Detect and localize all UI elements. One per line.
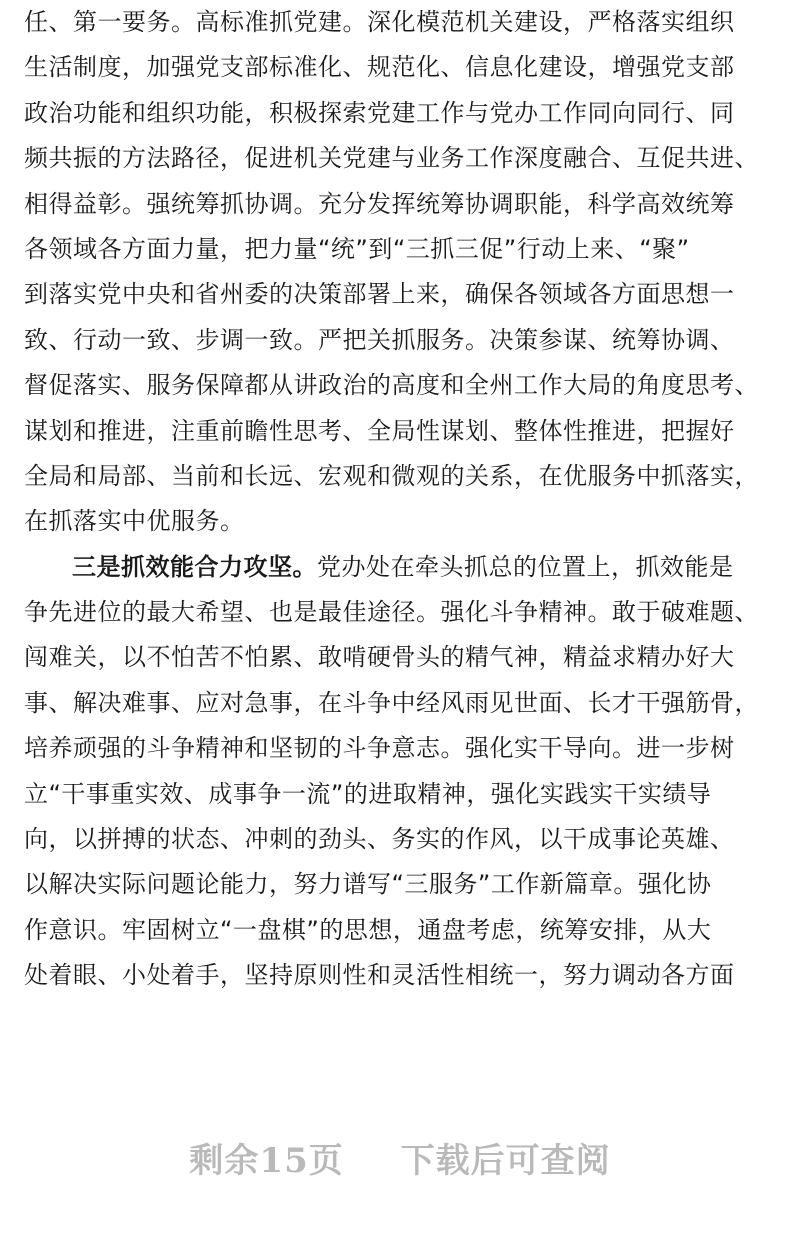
text-line-18: 立“干事重实效、成事争一流”的进取精神，强化实践实干实绩导 xyxy=(24,779,712,808)
text-line-1: 任、第一要务。高标准抓党建。深化模范机关建设，严格落实组织 xyxy=(24,8,735,36)
paragraph-2-first-rest: 党办处在牵头抓总的位置上，抓效能是 xyxy=(317,552,734,581)
document-body xyxy=(24,0,776,999)
text-line-12: 在抓落实中优服务。 xyxy=(24,507,245,536)
text-line-9: 督促落实、服务保障都从讲政治的高度和全州工作大局的角度思考、 xyxy=(24,371,759,400)
text-line-5: 相得益彰。强统筹抓协调。充分发挥统筹协调职能，科学高效统筹 xyxy=(24,189,735,218)
text-line-22: 处着眼、小处着手，坚持原则性和灵活性相统一，努力调动各方面 xyxy=(24,961,735,990)
text-line-19: 向，以拼搏的状态、冲刺的劲头、务实的作风，以干成事论英雄、 xyxy=(24,825,735,854)
text-line-21: 作意识。牢固树立“一盘棋”的思想，通盘考虑，统筹安排，从大 xyxy=(24,915,712,944)
text-line-2: 生活制度，加强党支部标准化、规范化、信息化建设，增强党支部 xyxy=(24,53,735,82)
text-line-3: 政治功能和组织功能，积极探索党建工作与党办工作同向同行、同 xyxy=(24,98,735,127)
download-banner[interactable] xyxy=(0,1133,800,1189)
text-line-10: 谋划和推进，注重前瞻性思考、全局性谋划、整体性推进，把握好 xyxy=(24,416,735,445)
text-line-20: 以解决实际问题论能力，努力谱写“三服务”工作新篇章。强化协 xyxy=(24,870,712,899)
text-line-7: 到落实党中央和省州委的决策部署上来，确保各领域各方面思想一 xyxy=(24,280,735,309)
paragraph-2-heading: 三是抓效能合力攻坚。 xyxy=(72,552,317,581)
text-line-14: 争先进位的最大希望、也是最佳途径。强化斗争精神。敢于破难题、 xyxy=(24,598,759,627)
text-line-6: 各领域各方面力量，把力量“统”到“三抓三促”行动上来、“聚” xyxy=(24,234,690,263)
text-line-17: 培养顽强的斗争精神和坚韧的斗争意志。强化实干导向。进一步树 xyxy=(24,734,735,763)
text-line-15: 闯难关，以不怕苦不怕累、敢啃硬骨头的精气神，精益求精办好大 xyxy=(24,643,735,672)
text-line-8: 致、行动一致、步调一致。严把关抓服务。决策参谋、统筹协调、 xyxy=(24,325,735,354)
text-line-11: 全局和局部、当前和长远、宏观和微观的关系，在优服务中抓落实， xyxy=(24,461,759,490)
download-hint-label: 下载后可查阅 xyxy=(400,1141,611,1181)
paragraph-2-first-line xyxy=(24,545,776,590)
remaining-pages-label: 剩余15页 xyxy=(189,1141,344,1181)
text-line-16: 事、解决难事、应对急事，在斗争中经风雨见世面、长才干强筋骨， xyxy=(24,688,759,717)
text-line-4: 频共振的方法路径，促进机关党建与业务工作深度融合、互促共进、 xyxy=(24,144,759,173)
